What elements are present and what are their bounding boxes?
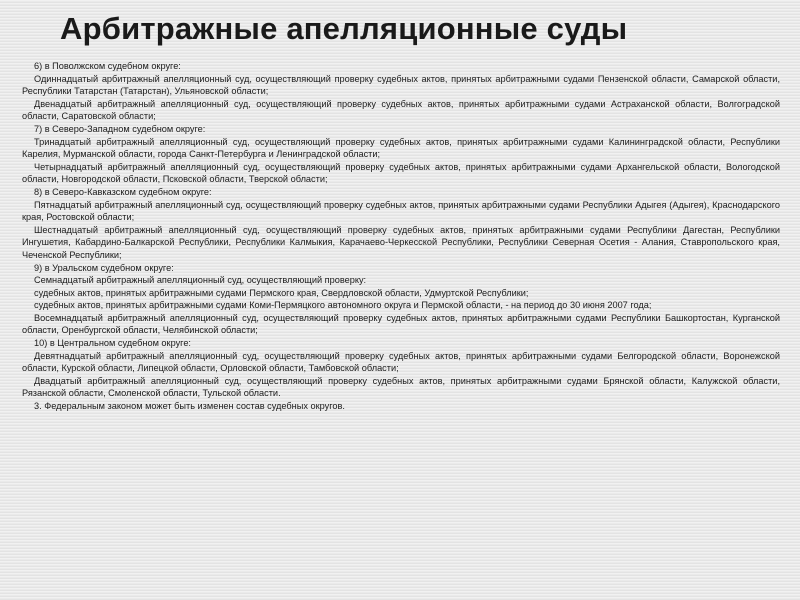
paragraph-court-18: Восемнадцатый арбитражный апелляционный суд, осуществляющий проверку судебных актов, принятых арбитражными судами Республики Башкортостан, Курганской области, Оренбургской области, Челябинской области;	[22, 312, 780, 336]
paragraph-section-3: 3. Федеральным законом может быть изменен состав судебных округов.	[34, 401, 345, 412]
paragraph-court-15: Пятнадцатый арбитражный апелляционный суд, осуществляющий проверку судебных актов, принятых арбитражными судами Республики Адыгея (Адыгея), Краснодарского края, Ростовской области;	[22, 199, 780, 223]
paragraph-court-16: Шестнадцатый арбитражный апелляционный суд, осуществляющий проверку судебных актов, принятых арбитражными судами Республики Дагестан, Республики Ингушетия, Кабардино-Балкарской Республики, Республики Калмыкия, Карачаево-Черкесской Республики, Республики Северная Осетия - Алания, Ставропольского края, Чеченской Республики;	[22, 224, 780, 260]
paragraph-okrug-9: 9) в Уральском судебном округе:	[34, 262, 174, 273]
paragraph-okrug-8: 8) в Северо-Кавказском судебном округе:	[34, 186, 212, 197]
paragraph-court-11: Одиннадцатый арбитражный апелляционный суд, осуществляющий проверку судебных актов, принятых арбитражными судами Пензенской области, Самарской области, Республики Татарстан (Татарстан), Ульяновской области;	[22, 73, 780, 97]
paragraph-okrug-10: 10) в Центральном судебном округе:	[34, 338, 191, 349]
paragraph-court-17: Семнадцатый арбитражный апелляционный суд, осуществляющий проверку:	[34, 275, 367, 286]
paragraph-court-17-item-1: судебных актов, принятых арбитражными судами Пермского края, Свердловской области, Удмуртской Республики;	[34, 287, 529, 298]
paragraph-court-20: Двадцатый арбитражный апелляционный суд, осуществляющий проверку судебных актов, принятых арбитражными судами Брянской области, Калужской области, Рязанской области, Смоленской области, Тульской области.	[22, 375, 780, 399]
paragraph-court-14: Четырнадцатый арбитражный апелляционный суд, осуществляющий проверку судебных актов, принятых арбитражными судами Архангельской области, Вологодской области, Новгородской области, Псковской области, Тверской области;	[22, 161, 780, 185]
paragraph-court-17-item-2: судебных актов, принятых арбитражными судами Коми-Пермяцкого автономного округа и Пермской области, - на период до 30 июня 2007 года;	[34, 300, 652, 311]
slide-title: Арбитражные апелляционные суды	[60, 11, 628, 46]
paragraph-court-13: Тринадцатый арбитражный апелляционный суд, осуществляющий проверку судебных актов, принятых арбитражными судами Калининградской области, Республики Карелия, Мурманской области, города Санкт-Петербурга и Ленинградской области;	[22, 136, 780, 160]
paragraph-court-12: Двенадцатый арбитражный апелляционный суд, осуществляющий проверку судебных актов, принятых арбитражными судами Астраханской области, Волгоградской области, Саратовской области;	[22, 98, 780, 122]
paragraph-court-19: Девятнадцатый арбитражный апелляционный суд, осуществляющий проверку судебных актов, принятых арбитражными судами Белгородской области, Воронежской области, Курской области, Липецкой области, Орловской области, Тамбовской области;	[22, 350, 780, 374]
paragraph-okrug-7: 7) в Северо-Западном судебном округе:	[34, 123, 206, 134]
paragraph-okrug-6: 6) в Поволжском судебном округе:	[34, 61, 181, 71]
slide-body	[22, 60, 780, 413]
